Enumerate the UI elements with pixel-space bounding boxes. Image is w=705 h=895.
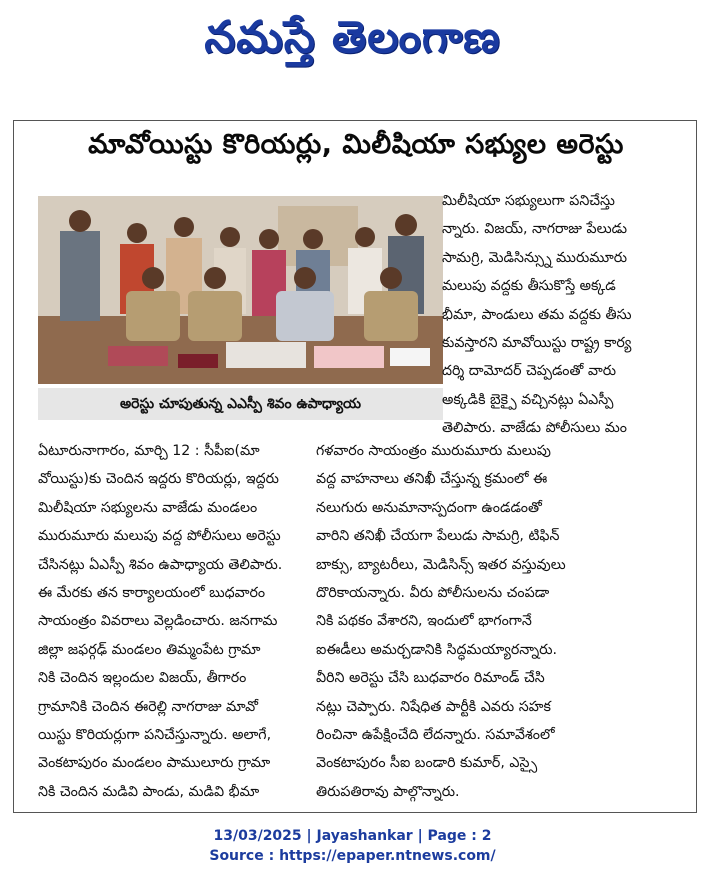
text-line: నికి చెందిన ఇల్లందుల విజయ్, తీగారం (38, 670, 247, 687)
footer (0, 826, 705, 866)
photo-caption: అరెస్టు చూపుతున్న ఎఎస్పీ శివం ఉపాధ్యాయ (38, 388, 443, 420)
text-line: రించినా ఉపేక్షించేది లేదన్నారు. సమావేశంలో (316, 727, 555, 744)
text-line: వెంకటాపురం మండలం పాములూరు గ్రామా (38, 755, 271, 772)
text-line: దొరికాయన్నారు. వీరు పోలీసులను చంపడా (316, 585, 550, 602)
text-line: బాక్సు, బ్యాటరీలు, మెడిసిన్స్ ఇతర వస్తువులు (316, 556, 566, 573)
text-line: జిల్లా జఫర్గఢ్ మండలం తిమ్మంపేట గ్రామా (38, 641, 261, 658)
newspaper-logo: నమస్తే తెలంగాణ (204, 11, 501, 63)
article-column-left (38, 437, 298, 806)
article-headline: మావోయిస్టు కొరియర్లు, మిలీషియా సభ్యుల అరెస్టు (88, 129, 624, 160)
text-line: మురుమూరు మలుపు వద్ద పోలీసులు అరెస్టు (38, 528, 281, 545)
text-line: కువస్తారని మావోయిస్టు రాష్ట్ర కార్య (442, 335, 632, 352)
text-line: నట్లు చెప్పారు. నిషేధిత పార్టీకి ఎవరు సహక (316, 698, 551, 715)
text-line: తెలిపారు. వాజేడు పోలీసులు మం (442, 420, 627, 437)
news-clipping (13, 120, 697, 813)
text-line: సామగ్రి, మెడిసిన్స్ను మురుమూరు (442, 249, 628, 266)
text-line: వోయిస్టు)కు చెందిన ఇద్దరు కొరియర్లు, ఇద్దరు (38, 471, 279, 488)
text-line: వద్ద వాహనాలు తనిఖీ చేస్తున్న క్రమంలో ఈ (316, 471, 548, 488)
text-line: ఈ మేరకు తన కార్యాలయంలో బుధవారం (38, 585, 266, 602)
text-line: భీమా, పాండులు తమ వద్దకు తీసు (442, 306, 632, 323)
text-line: చేసినట్లు ఏఎస్పీ శివం ఉపాధ్యాయ తెలిపారు. (38, 556, 283, 573)
masthead (0, 0, 705, 85)
text-line: అక్కడికి బైక్పై వచ్చినట్లు ఏఎస్పీ (442, 391, 614, 408)
article-photo (38, 196, 443, 384)
text-line: నికి పథకం వేశారని, ఇందులో భాగంగానే (316, 613, 532, 630)
text-line: గళవారం సాయంత్రం మురుమూరు మలుపు (316, 443, 551, 459)
text-line: దర్శి దామోదర్ చెప్పడంతో వారు (442, 363, 617, 380)
police-press-photo (38, 196, 443, 384)
text-line: మిలీషియా సభ్యులను వాజేడు మండలం (38, 499, 258, 516)
text-line: తిరుపతిరావు పాల్గొన్నారు. (316, 783, 460, 800)
footer-edition-info: 13/03/2025 | Jayashankar | Page : 2 (213, 828, 492, 844)
text-line: నలుగురు అనుమానాస్పదంగా ఉండడంతో (316, 499, 542, 516)
text-line: సాయంత్రం వివరాలు వెల్లడించారు. జనగామ (38, 613, 278, 630)
text-line: గ్రామానికి చెందిన ఈరెల్లి నాగరాజు మావో (38, 698, 258, 715)
text-line: న్నారు. విజయ్, నాగరాజు పేలుడు (442, 221, 628, 238)
article-column-right (316, 437, 681, 806)
text-line: వీరిని అరెస్టు చేసి బుధవారం రిమాండ్ చేసి (316, 670, 545, 687)
text-line: ఐఈడీలు అమర్చడానికి సిద్ధమయ్యారన్నారు. (316, 641, 558, 658)
text-line: యిస్టు కొరియర్లుగా పనిచేస్తున్నారు. అలాగే, (38, 727, 272, 744)
text-line: మలుపు వద్దకు తీసుకొస్తే అక్కడ (442, 278, 616, 295)
text-line: వారిని తనిఖీ చేయగా పేలుడు సామగ్రి, టిఫిన్ (316, 528, 560, 545)
article-column-right-top (442, 187, 692, 443)
text-line: ఏటూరునాగారం, మార్చి 12 : సీపీఐ(మా (38, 443, 260, 459)
text-line: మిలీషియా సభ్యులుగా పనిచేస్తు (442, 193, 615, 209)
footer-source: Source : https://epaper.ntnews.com/ (209, 848, 496, 864)
text-line: వెంకటాపురం సీఐ బండారి కుమార్, ఎస్సై (316, 755, 538, 772)
text-line: నికి చెందిన మడివి పాండు, మడివి భీమా (38, 783, 260, 800)
